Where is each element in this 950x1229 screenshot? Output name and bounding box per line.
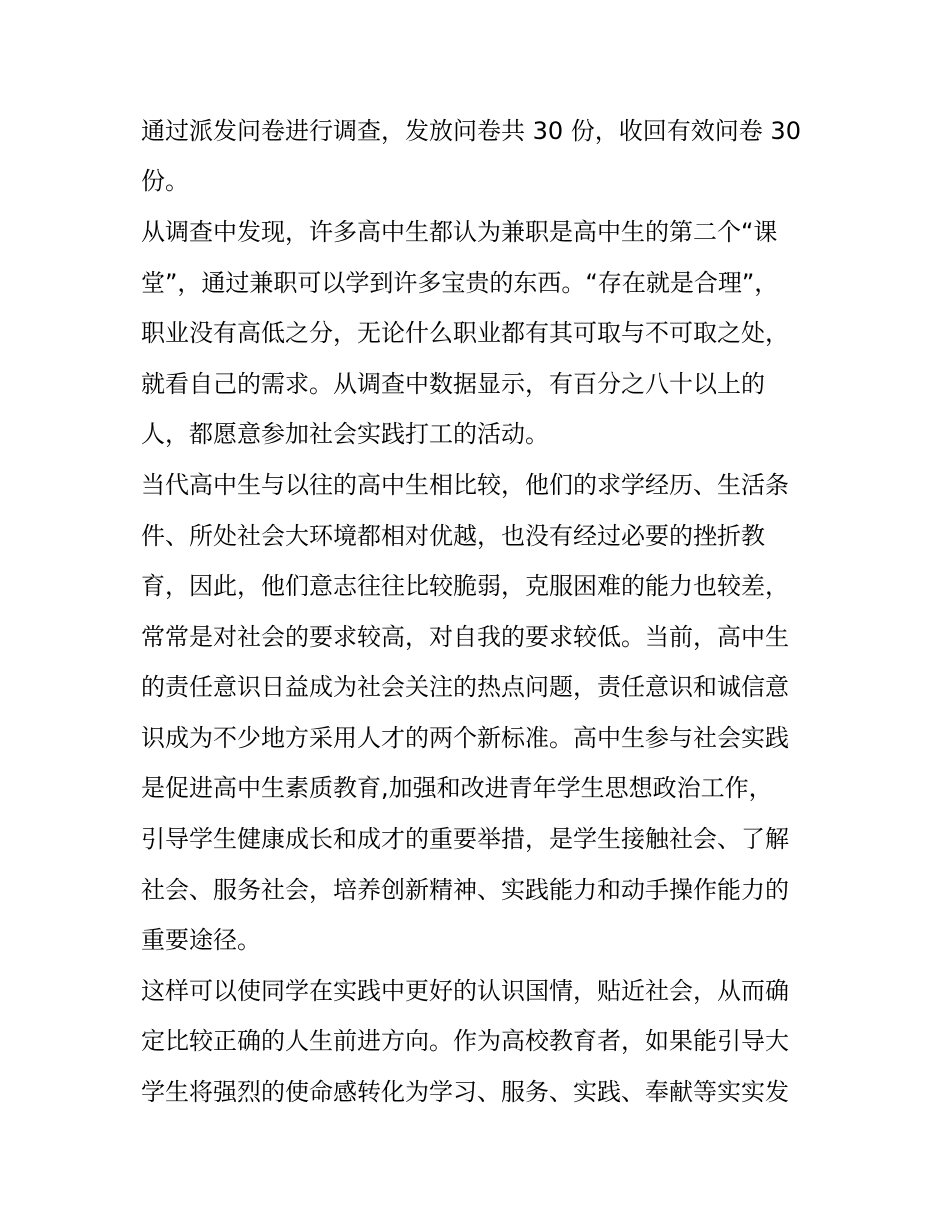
text-line: 份。 <box>141 167 189 195</box>
text-line: 职业没有高低之分，无论什么职业都有其可取与不可取之处， <box>141 319 789 347</box>
text-line: 社会、服务社会，培养创新精神、实践能力和动手操作能力的 <box>141 876 789 904</box>
text-line: 件、所处社会大环境都相对优越，也没有经过必要的挫折教 <box>141 522 765 550</box>
text-line: 当代高中生与以往的高中生相比较，他们的求学经历、生活条 <box>141 471 789 499</box>
text-line: 引导学生健康成长和成才的重要举措，是学生接触社会、了解 <box>141 825 789 853</box>
text-line: 定比较正确的人生前进方向。作为高校教育者，如果能引导大 <box>141 1027 789 1055</box>
text-line: 人，都愿意参加社会实践打工的活动。 <box>141 420 549 448</box>
text-line: 重要途径。 <box>141 926 261 954</box>
text-line: 育，因此，他们意志往往比较脆弱，克服困难的能力也较差， <box>141 572 789 600</box>
text-line: 学生将强烈的使命感转化为学习、服务、实践、奉献等实实发 <box>141 1078 789 1106</box>
text-line: 的责任意识日益成为社会关注的热点问题，责任意识和诚信意 <box>141 673 789 701</box>
text-line: 常常是对社会的要求较高，对自我的要求较低。当前，高中生 <box>141 623 789 651</box>
text-line: 就看自己的需求。从调查中数据显示，有百分之八十以上的 <box>141 370 765 398</box>
text-line: 通过派发问卷进行调查，发放问卷共 30 份，收回有效问卷 30 <box>141 117 801 145</box>
text-line: 从调查中发现，许多高中生都认为兼职是高中生的第二个“课 <box>141 218 778 246</box>
text-line: 识成为不少地方采用人才的两个新标准。高中生参与社会实践 <box>141 724 789 752</box>
text-line: 是促进高中生素质教育,加强和改进青年学生思想政治工作， <box>141 774 773 802</box>
text-line: 这样可以使同学在实践中更好的认识国情，贴近社会，从而确 <box>141 977 789 1005</box>
text-line: 堂”，通过兼职可以学到许多宝贵的东西。“存在就是合理”， <box>141 269 779 297</box>
